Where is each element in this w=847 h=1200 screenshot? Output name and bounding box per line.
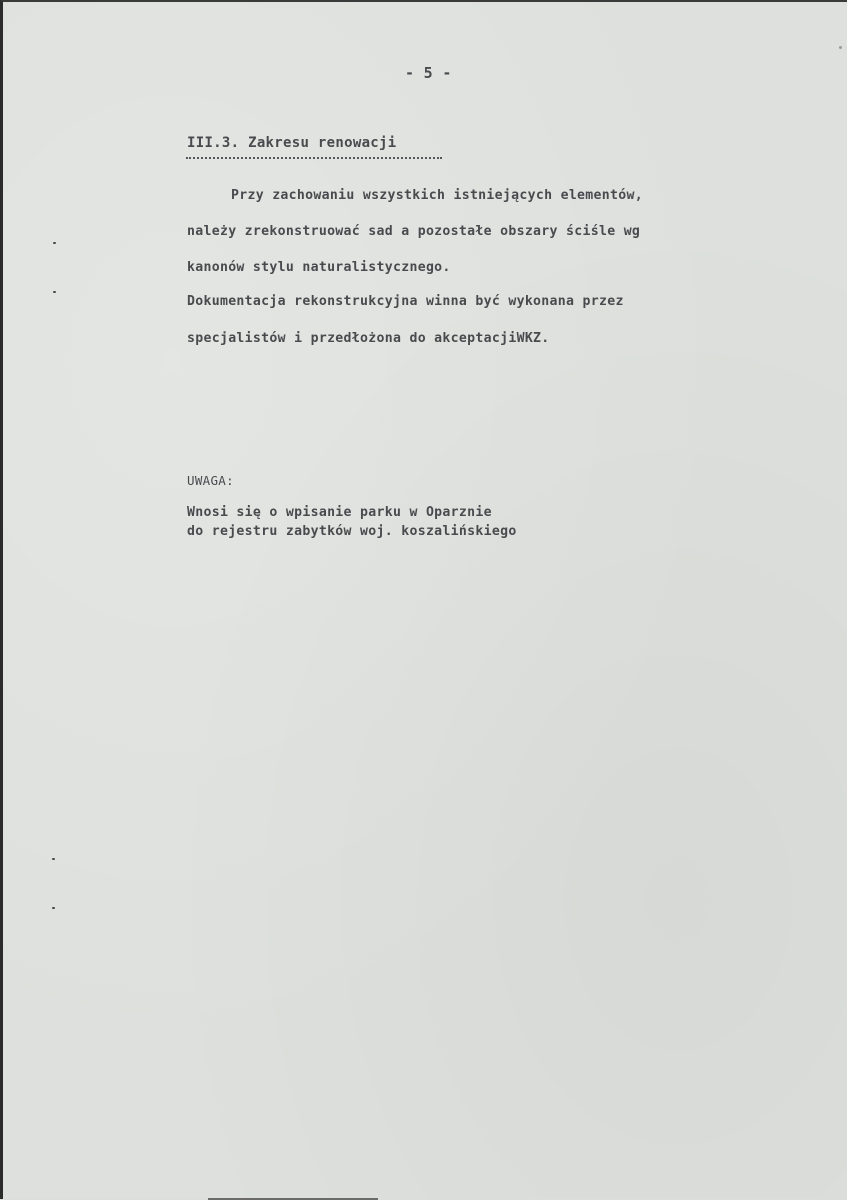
section-heading: III.3. Zakresu renowacji	[187, 135, 397, 151]
note-label: UWAGA:	[187, 473, 234, 488]
paper-speck	[839, 46, 842, 49]
punch-mark	[53, 291, 56, 293]
punch-mark	[53, 242, 56, 244]
body-line: kanonów stylu naturalistycznego.	[187, 260, 451, 275]
note-line: Wnosi się o wpisanie parku w Oparznie	[187, 505, 492, 520]
punch-mark	[52, 907, 55, 909]
heading-underline	[186, 157, 442, 159]
body-line: należy zrekonstruować sad a pozostałe obszary ściśle wg	[187, 224, 641, 239]
body-line: Dokumentacja rekonstrukcyjna winna być wykonana przez	[187, 294, 624, 309]
body-line: specjalistów i przedłożona do akceptacjiWKZ.	[187, 331, 550, 346]
page-number: - 5 -	[405, 64, 452, 82]
body-line: Przy zachowaniu wszystkich istniejących elementów,	[231, 188, 643, 203]
note-line: do rejestru zabytków woj. koszalińskiego	[187, 524, 517, 539]
punch-mark	[52, 858, 55, 860]
